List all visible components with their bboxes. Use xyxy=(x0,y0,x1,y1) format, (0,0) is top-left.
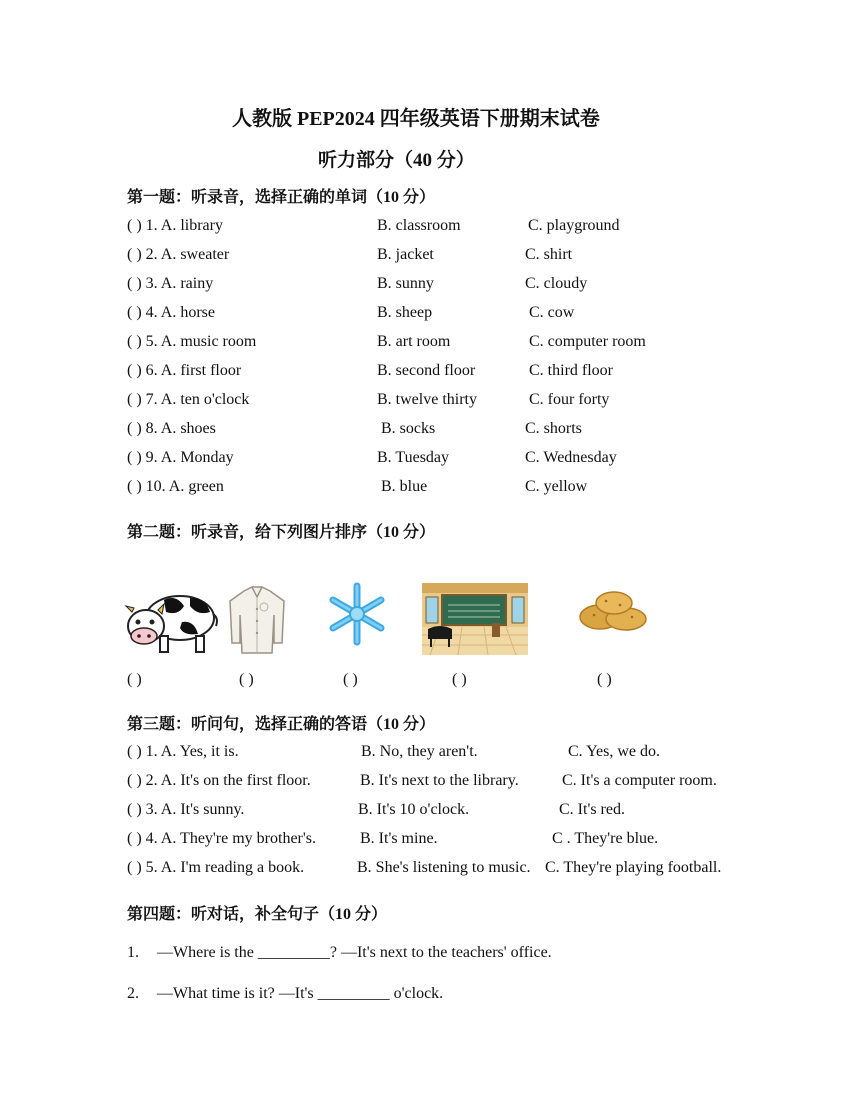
snowflake-picture xyxy=(322,580,392,648)
answer-bracket[interactable]: ( ) xyxy=(452,671,467,688)
option-c: C. computer room xyxy=(529,333,646,350)
option-c: C. It's red. xyxy=(559,801,625,818)
potatoes-picture xyxy=(576,585,650,635)
option-b: B. classroom xyxy=(377,217,461,234)
option-b: B. second floor xyxy=(377,362,476,379)
option-b: B. blue xyxy=(381,478,428,495)
part4-heading: 第四题：听对话，补全句子（10 分） xyxy=(127,906,388,923)
option-c: C. shorts xyxy=(525,420,582,437)
option-c: C. shirt xyxy=(525,246,573,263)
option-a: ( ) 3. A. rainy xyxy=(127,275,214,292)
option-b: B. twelve thirty xyxy=(377,391,477,408)
option-a: ( ) 3. A. It's sunny. xyxy=(127,801,245,818)
option-b: B. socks xyxy=(381,420,436,437)
option-c: C. yellow xyxy=(525,478,588,495)
option-a: ( ) 1. A. Yes, it is. xyxy=(127,743,239,760)
shirt-picture xyxy=(226,585,288,655)
item-number: 2. xyxy=(127,985,139,1002)
option-c: C. They're playing football. xyxy=(545,859,722,876)
option-b: B. No, they aren't. xyxy=(361,743,478,760)
item-number: 1. xyxy=(127,944,139,961)
fill-in-sentence: —Where is the _________? —It's next to the teachers' office. xyxy=(157,944,552,961)
option-a: ( ) 5. A. I'm reading a book. xyxy=(127,859,305,876)
option-a: ( ) 5. A. music room xyxy=(127,333,257,350)
option-a: ( ) 4. A. They're my brother's. xyxy=(127,830,316,847)
option-b: B. sunny xyxy=(377,275,434,292)
option-a: ( ) 2. A. It's on the first floor. xyxy=(127,772,311,789)
option-b: B. It's mine. xyxy=(360,830,438,847)
answer-bracket[interactable]: ( ) xyxy=(127,671,142,688)
part3-heading: 第三题：听问句，选择正确的答语（10 分） xyxy=(127,716,436,733)
option-c: C . They're blue. xyxy=(552,830,659,847)
option-a: ( ) 1. A. library xyxy=(127,217,223,234)
option-b: B. She's listening to music. xyxy=(357,859,531,876)
option-b: B. sheep xyxy=(377,304,433,321)
option-b: B. jacket xyxy=(377,246,434,263)
option-c: C. Yes, we do. xyxy=(568,743,661,760)
answer-bracket[interactable]: ( ) xyxy=(239,671,254,688)
answer-bracket[interactable]: ( ) xyxy=(597,671,612,688)
part1-heading: 第一题：听录音，选择正确的单词（10 分） xyxy=(127,189,436,206)
exam-title: 人教版 PEP2024 四年级英语下册期末试卷 xyxy=(232,108,600,130)
option-c: C. Wednesday xyxy=(525,449,617,466)
music-room-picture xyxy=(422,583,528,655)
option-a: ( ) 10. A. green xyxy=(127,478,224,495)
option-b: B. It's 10 o'clock. xyxy=(358,801,470,818)
listening-subtitle: 听力部分（40 分） xyxy=(318,150,475,171)
option-c: C. cow xyxy=(529,304,575,321)
option-c: C. It's a computer room. xyxy=(562,772,717,789)
cow-picture xyxy=(124,586,220,658)
option-c: C. playground xyxy=(528,217,620,234)
part2-heading: 第二题：听录音，给下列图片排序（10 分） xyxy=(127,524,436,541)
fill-in-sentence: —What time is it? —It's _________ o'clock. xyxy=(157,985,444,1002)
option-a: ( ) 7. A. ten o'clock xyxy=(127,391,250,408)
option-b: B. It's next to the library. xyxy=(360,772,519,789)
option-c: C. third floor xyxy=(529,362,613,379)
option-a: ( ) 8. A. shoes xyxy=(127,420,216,437)
answer-bracket[interactable]: ( ) xyxy=(343,671,358,688)
option-a: ( ) 4. A. horse xyxy=(127,304,215,321)
option-c: C. cloudy xyxy=(525,275,588,292)
option-a: ( ) 6. A. first floor xyxy=(127,362,242,379)
option-b: B. Tuesday xyxy=(377,449,450,466)
option-b: B. art room xyxy=(377,333,451,350)
option-a: ( ) 2. A. sweater xyxy=(127,246,230,263)
option-a: ( ) 9. A. Monday xyxy=(127,449,234,466)
option-c: C. four forty xyxy=(529,391,610,408)
